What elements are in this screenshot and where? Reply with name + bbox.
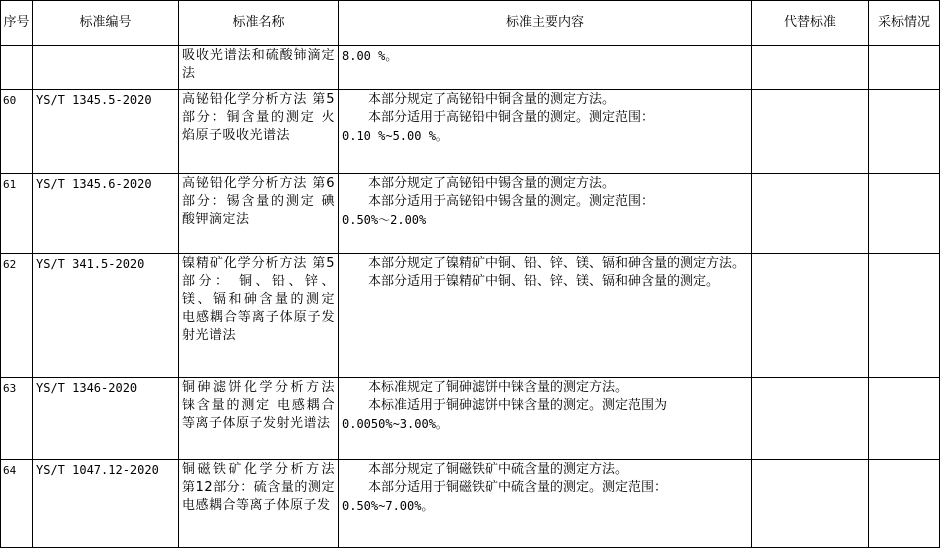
row-name: 高铋铅化学分析方法 第5部分：铜含量的测定 火焰原子吸收光谱法 [179, 90, 339, 174]
row-replace [752, 174, 869, 254]
row-replace [752, 90, 869, 174]
row-index: 60 [1, 90, 33, 174]
row-name: 铜砷滤饼化学分析方法 铼含量的测定 电感耦合等离子体原子发射光谱法 [179, 378, 339, 460]
content-applicability: 本部分适用于铜磁铁矿中硫含量的测定。测定范围： [368, 480, 668, 495]
row-adopt [869, 254, 940, 378]
content-scope: 本部分规定了高铋铅中铜含量的测定方法。 [368, 92, 616, 107]
header-index: 序号 [1, 1, 33, 46]
table-row [1, 460, 940, 548]
row-index: 64 [1, 460, 33, 548]
content-scope: 本部分规定了高铋铅中锡含量的测定方法。 [368, 176, 616, 191]
row-replace [752, 378, 869, 460]
content-applicability: 本标准适用于铜砷滤饼中铼含量的测定。测定范围为 [368, 398, 668, 413]
table-row [1, 174, 940, 254]
content-scope: 本标准规定了铜砷滤饼中铼含量的测定方法。 [368, 380, 629, 395]
content-range: 0.0050%~3.00%。 [342, 417, 448, 431]
row-content [339, 378, 752, 460]
header-replace: 代替标准 [752, 1, 869, 46]
content-scope: 本部分规定了镍精矿中铜、铅、锌、镁、镉和砷含量的测定方法。 [368, 256, 746, 271]
row-adopt [869, 460, 940, 548]
content-applicability: 本部分适用于高铋铅中锡含量的测定。测定范围： [368, 194, 655, 209]
row-adopt [869, 90, 940, 174]
table-row [1, 90, 940, 174]
row-name: 铜磁铁矿化学分析方法 第12部分：硫含量的测定 电感耦合等离子体原子发 [179, 460, 339, 548]
row-code: YS/T 341.5-2020 [33, 254, 179, 378]
row-index [1, 46, 33, 90]
row-index: 61 [1, 174, 33, 254]
content-applicability: 本部分适用于高铋铅中铜含量的测定。测定范围： [368, 110, 655, 125]
row-content [339, 174, 752, 254]
content-range: 0.50%~7.00%。 [342, 499, 434, 513]
row-code: YS/T 1345.5-2020 [33, 90, 179, 174]
header-content: 标准主要内容 [339, 1, 752, 46]
row-adopt [869, 46, 940, 90]
row-replace [752, 460, 869, 548]
table-row [1, 46, 940, 90]
header-code: 标准编号 [33, 1, 179, 46]
row-replace [752, 46, 869, 90]
row-name: 吸收光谱法和硫酸铈滴定法 [179, 46, 339, 90]
row-content [339, 46, 752, 90]
header-row [1, 1, 940, 46]
content-range: 8.00 %。 [342, 49, 398, 63]
table-row [1, 378, 940, 460]
row-adopt [869, 378, 940, 460]
content-range: 0.10 %~5.00 %。 [342, 129, 448, 143]
content-range: 0.50%～2.00% [342, 213, 427, 227]
row-content [339, 90, 752, 174]
row-code: YS/T 1047.12-2020 [33, 460, 179, 548]
row-adopt [869, 174, 940, 254]
header-adopt: 采标情况 [869, 1, 940, 46]
table-row [1, 254, 940, 378]
row-code: YS/T 1345.6-2020 [33, 174, 179, 254]
row-replace [752, 254, 869, 378]
row-index: 63 [1, 378, 33, 460]
row-name: 高铋铅化学分析方法 第6部分：锡含量的测定 碘酸钾滴定法 [179, 174, 339, 254]
header-name: 标准名称 [179, 1, 339, 46]
content-applicability: 本部分适用于镍精矿中铜、铅、锌、镁、镉和砷含量的测定。 [368, 274, 720, 289]
row-content [339, 254, 752, 378]
row-code [33, 46, 179, 90]
row-code: YS/T 1346-2020 [33, 378, 179, 460]
row-content [339, 460, 752, 548]
row-name: 镍精矿化学分析方法 第5部分： 铜、铅、锌、镁、镉和砷含量的测定 电感耦合等离子体原子发射光谱法 [179, 254, 339, 378]
row-index: 62 [1, 254, 33, 378]
content-scope: 本部分规定了铜磁铁矿中硫含量的测定方法。 [368, 462, 629, 477]
